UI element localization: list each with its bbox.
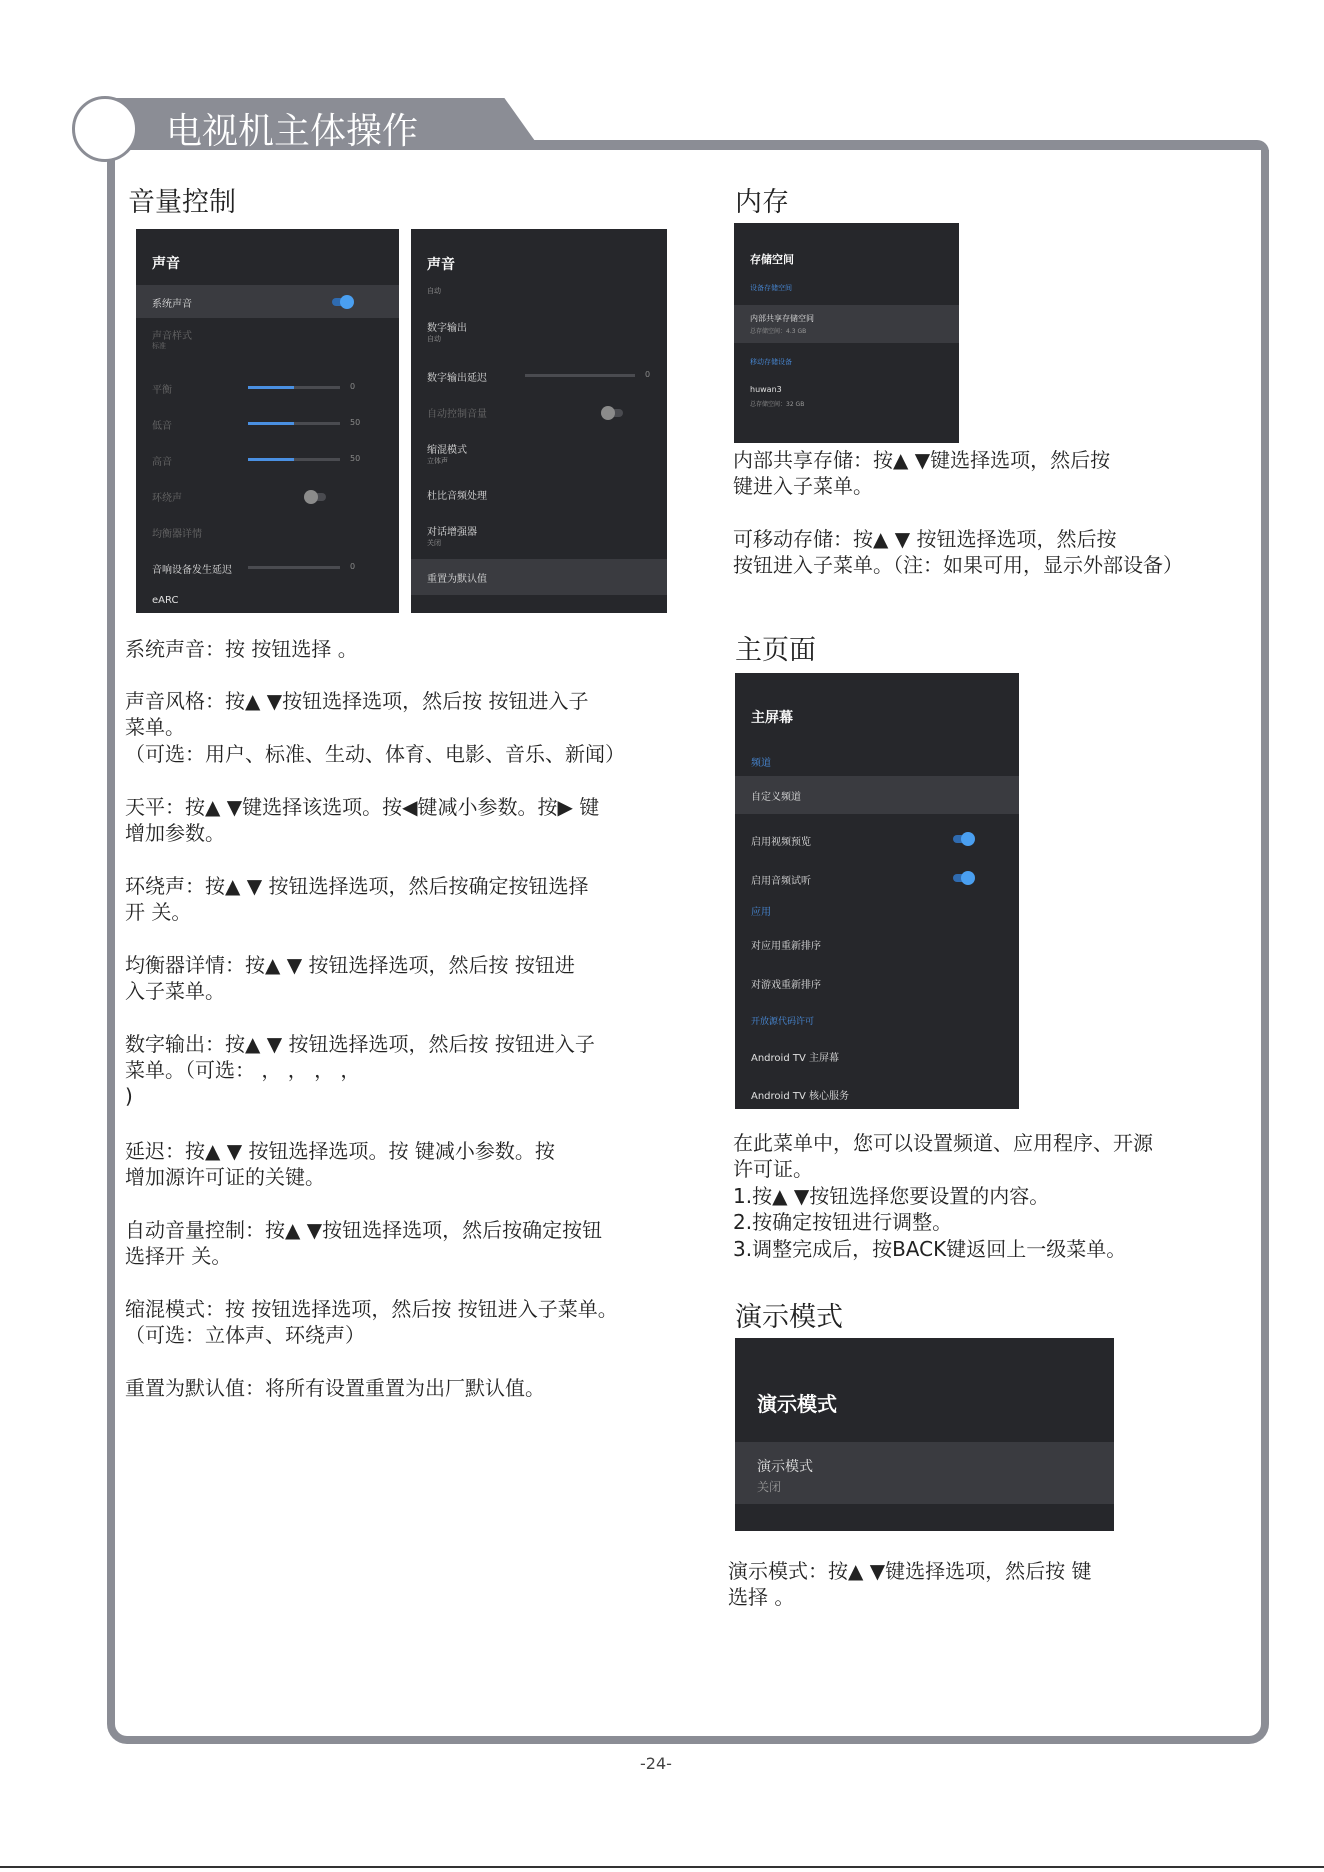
- slider-value: 50: [350, 454, 361, 463]
- menu-item-sound-style[interactable]: [136, 325, 399, 361]
- toggle-switch[interactable]: [306, 493, 326, 501]
- slider-value: 0: [350, 382, 356, 391]
- text-line: 重置为默认值：将所有设置重置为出厂默认值。: [125, 1376, 545, 1400]
- item-label: 数字输出: [427, 323, 467, 334]
- menu-item-surround[interactable]: [136, 487, 399, 507]
- text-line: 选择 。: [728, 1585, 795, 1609]
- menu-item-bass[interactable]: [136, 415, 399, 435]
- item-sub: 立体声: [427, 457, 448, 465]
- slider[interactable]: [248, 422, 340, 425]
- item-label: Android TV 主屏幕: [751, 1053, 839, 1064]
- screen-title: 声音: [152, 256, 180, 272]
- item-label: 系统声音: [152, 299, 192, 310]
- menu-item-equalizer[interactable]: [136, 523, 399, 543]
- item-sub: 自动: [427, 335, 441, 343]
- text-line: 增加参数。: [125, 821, 225, 845]
- text-line: 3.调整完成后，按BACK键返回上一级菜单。: [733, 1237, 1127, 1261]
- item-label: 高音: [152, 457, 172, 468]
- item-sub: 总存储空间：32 GB: [750, 401, 805, 408]
- text-line: 内部共享存储：按▲ ▼键选择选项，然后按: [733, 448, 1111, 472]
- item-label: 均衡器详情: [152, 529, 202, 540]
- text-line: 缩混模式：按 按钮选择选项，然后按 按钮进入子菜单。: [125, 1297, 618, 1321]
- screen-title: 声音: [427, 257, 455, 273]
- item-label: 对话增强器: [427, 527, 477, 538]
- text-line: 天平：按▲ ▼键选择该选项。按◀键减小参数。按▶ 键: [125, 795, 600, 819]
- text-line: 菜单。: [125, 715, 185, 739]
- text-line: 自动音量控制：按▲ ▼按钮选择选项，然后按确定按钮: [125, 1218, 603, 1242]
- menu-item-earc[interactable]: [136, 593, 399, 613]
- text-line: 1.按▲ ▼按钮选择您要设置的内容。: [733, 1184, 1050, 1208]
- screen-title: 主屏幕: [751, 710, 793, 726]
- toggle-switch[interactable]: [603, 409, 623, 417]
- text-line: 数字输出：按▲ ▼ 按钮选择选项，然后按 按钮进入子: [125, 1032, 595, 1056]
- item-label: 杜比音频处理: [427, 491, 487, 502]
- menu-item-dialogue-enhancer[interactable]: [411, 521, 667, 553]
- menu-item-treble[interactable]: [136, 451, 399, 471]
- home-heading: 主页面: [735, 635, 816, 666]
- menu-item-speaker-delay[interactable]: [136, 559, 399, 579]
- text-line: （可选：立体声、环绕声）: [125, 1323, 365, 1347]
- footer-rule: [0, 1866, 1324, 1868]
- item-label: 环绕声: [152, 493, 182, 504]
- item-label: huwan3: [750, 385, 782, 394]
- slider[interactable]: [248, 566, 340, 569]
- item-sub: 关闭: [757, 1480, 782, 1494]
- volume-heading: 音量控制: [128, 187, 236, 218]
- item-sub: 自动: [427, 287, 441, 295]
- menu-item-huwan3[interactable]: [734, 383, 959, 417]
- item-label: 内部共享存储空间: [750, 314, 814, 323]
- text-line: 键进入子菜单。: [733, 474, 873, 498]
- menu-item-balance[interactable]: [136, 379, 399, 399]
- text-line: 演示模式：按▲ ▼键选择选项，然后按 键: [728, 1559, 1092, 1583]
- page-number: -24-: [640, 1754, 672, 1773]
- item-sub: 关闭: [427, 539, 441, 547]
- item-label: 缩混模式: [427, 445, 467, 456]
- sound-screen-2: [411, 229, 667, 613]
- item-label: 演示模式: [757, 1459, 813, 1475]
- item-sub: 总存储空间：4.3 GB: [750, 328, 807, 335]
- text-line: （可选：用户、标准、生动、体育、电影、音乐、新闻）: [125, 742, 625, 766]
- item-label: 数字输出延迟: [427, 373, 487, 384]
- section-device-storage: [734, 281, 959, 295]
- menu-item-reorder-games[interactable]: [735, 966, 1019, 998]
- sound-screen-1: [136, 229, 399, 613]
- slider[interactable]: [248, 386, 340, 389]
- item-label: Android TV 核心服务: [751, 1091, 849, 1102]
- menu-item-audio-preview[interactable]: [735, 862, 1019, 894]
- menu-item-reorder-apps[interactable]: [735, 927, 1019, 959]
- menu-item-android-tv-home[interactable]: [735, 1039, 1019, 1071]
- text-line: 入子菜单。: [125, 979, 225, 1003]
- text-line: 系统声音：按 按钮选择 。: [125, 637, 358, 661]
- section-removable-storage: [734, 355, 959, 369]
- slider-value: 0: [350, 562, 356, 571]
- menu-item-internal-storage[interactable]: [734, 305, 959, 343]
- item-label: 启用音频试听: [751, 876, 811, 887]
- item-label: 自动控制音量: [427, 409, 487, 420]
- text-line: 开 关。: [125, 900, 192, 924]
- item-label: eARC: [152, 595, 179, 606]
- text-line: 环绕声：按▲ ▼ 按钮选择选项，然后按确定按钮选择: [125, 874, 589, 898]
- screen-title: 演示模式: [757, 1392, 837, 1416]
- storage-screen: [734, 223, 959, 443]
- menu-item-reset[interactable]: [411, 559, 667, 595]
- text-line: 延迟：按▲ ▼ 按钮选择选项。按 键减小参数。按: [125, 1139, 555, 1163]
- slider[interactable]: [248, 458, 340, 461]
- item-label: 声音样式: [152, 331, 192, 342]
- menu-item-digital-output-delay[interactable]: [411, 367, 667, 387]
- item-label: 平衡: [152, 385, 172, 396]
- slider[interactable]: [525, 374, 635, 377]
- item-label: 音响设备发生延迟: [152, 565, 232, 576]
- toggle-switch[interactable]: [332, 298, 352, 306]
- page-title: 电视机主体操作: [166, 111, 419, 152]
- section-channels: [735, 752, 1019, 768]
- section-label: 应用: [751, 907, 771, 918]
- text-line: 选择开 关。: [125, 1244, 232, 1268]
- header-circle-icon: [72, 96, 138, 162]
- demo-heading: 演示模式: [735, 1302, 843, 1333]
- text-line: 菜单。（可选： ， ， ， ，: [125, 1058, 361, 1082]
- section-label: 移动存储设备: [750, 358, 792, 366]
- menu-item-android-tv-core[interactable]: [735, 1077, 1019, 1109]
- text-line: 许可证。: [733, 1157, 813, 1181]
- storage-heading: 内存: [735, 187, 789, 218]
- section-label: 开放源代码许可: [751, 1017, 815, 1027]
- item-label: 低音: [152, 421, 172, 432]
- slider-value: 50: [350, 418, 361, 427]
- menu-item-digital-output[interactable]: [411, 317, 667, 349]
- section-apps: [735, 901, 1019, 917]
- menu-item-custom-channels[interactable]: [735, 776, 1019, 814]
- toggle-switch[interactable]: [953, 835, 973, 843]
- text-line: ): [125, 1084, 133, 1108]
- item-sub: 标准: [152, 342, 166, 350]
- menu-item-demo-mode[interactable]: [735, 1442, 1114, 1504]
- menu-item-system-sound[interactable]: [136, 285, 399, 318]
- text-line: 2.按确定按钮进行调整。: [733, 1210, 953, 1234]
- text-line: 声音风格：按▲ ▼按钮选择选项，然后按 按钮进入子: [125, 689, 589, 713]
- text-line: 均衡器详情：按▲ ▼ 按钮选择选项，然后按 按钮进: [125, 953, 575, 977]
- text-line: 可移动存储：按▲ ▼ 按钮选择选项，然后按: [733, 527, 1117, 551]
- toggle-switch[interactable]: [953, 874, 973, 882]
- text-line: 按钮进入子菜单。（注：如果可用，显示外部设备）: [733, 553, 1183, 577]
- menu-item-dolby[interactable]: [411, 485, 667, 505]
- slider-value: 0: [645, 370, 651, 379]
- item-label: 对应用重新排序: [751, 941, 821, 952]
- screen-title: 存储空间: [750, 253, 794, 266]
- menu-item-video-preview[interactable]: [735, 823, 1019, 855]
- section-open-source: [735, 1014, 1019, 1030]
- menu-item-auto-volume[interactable]: [411, 403, 667, 423]
- demo-screen: [735, 1338, 1114, 1531]
- home-screen: [735, 673, 1019, 1109]
- text-line: 在此菜单中，您可以设置频道、应用程序、开源: [733, 1131, 1153, 1155]
- item-label: 重置为默认值: [427, 574, 487, 585]
- item-label: 对游戏重新排序: [751, 980, 821, 991]
- menu-item-downmix-mode[interactable]: [411, 439, 667, 471]
- item-label: 启用视频预览: [751, 837, 811, 848]
- text-line: 增加源许可证的关键。: [125, 1165, 325, 1189]
- section-label: 频道: [751, 758, 771, 769]
- item-label: 自定义频道: [751, 792, 801, 803]
- section-label: 设备存储空间: [750, 284, 792, 292]
